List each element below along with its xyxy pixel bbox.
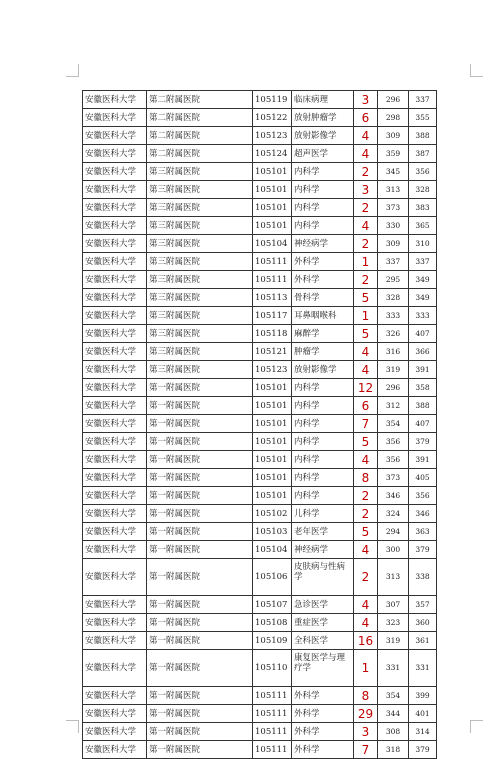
- min-score-cell: 300: [378, 541, 409, 559]
- min-score-cell: 354: [378, 687, 409, 705]
- school-cell: 安徽医科大学: [83, 127, 147, 145]
- max-score-cell: 337: [409, 91, 437, 109]
- max-score-cell: 401: [409, 705, 437, 723]
- page-corner-mark-top-left: [66, 64, 79, 77]
- max-score-cell: 356: [409, 163, 437, 181]
- hospital-cell: 第一附属医院: [147, 723, 253, 741]
- table-row: [83, 199, 437, 217]
- page-corner-mark-top-right: [470, 64, 483, 77]
- program-code-cell: 105101: [253, 199, 292, 217]
- major-cell: 内科学: [292, 433, 354, 451]
- table-row: [83, 271, 437, 289]
- min-score-cell: 373: [378, 469, 409, 487]
- max-score-cell: 310: [409, 235, 437, 253]
- plan-count-cell: 4: [354, 145, 378, 163]
- plan-count-cell: 4: [354, 127, 378, 145]
- table-row: [83, 741, 437, 759]
- major-cell: 神经病学: [292, 235, 354, 253]
- table-row: [83, 433, 437, 451]
- min-score-cell: 333: [378, 307, 409, 325]
- major-cell: 重症医学: [292, 614, 354, 632]
- school-cell: 安徽医科大学: [83, 505, 147, 523]
- max-score-cell: 314: [409, 723, 437, 741]
- school-cell: 安徽医科大学: [83, 469, 147, 487]
- table-row: [83, 505, 437, 523]
- major-cell: 肿瘤学: [292, 343, 354, 361]
- plan-count-cell: 4: [354, 343, 378, 361]
- hospital-cell: 第一附属医院: [147, 523, 253, 541]
- min-score-cell: 345: [378, 163, 409, 181]
- program-code-cell: 105122: [253, 109, 292, 127]
- major-cell: 康复医学与理疗学: [292, 650, 354, 687]
- plan-count-cell: 6: [354, 109, 378, 127]
- program-code-cell: 105104: [253, 235, 292, 253]
- plan-count-cell: 5: [354, 289, 378, 307]
- hospital-cell: 第一附属医院: [147, 505, 253, 523]
- hospital-cell: 第一附属医院: [147, 451, 253, 469]
- program-code-cell: 105101: [253, 217, 292, 235]
- major-cell: 内科学: [292, 487, 354, 505]
- max-score-cell: 379: [409, 433, 437, 451]
- table-row: [83, 723, 437, 741]
- min-score-cell: 296: [378, 91, 409, 109]
- min-score-cell: 295: [378, 271, 409, 289]
- table-row: [83, 235, 437, 253]
- plan-count-cell: 4: [354, 361, 378, 379]
- min-score-cell: 309: [378, 127, 409, 145]
- plan-count-cell: 4: [354, 596, 378, 614]
- school-cell: 安徽医科大学: [83, 415, 147, 433]
- max-score-cell: 388: [409, 127, 437, 145]
- school-cell: 安徽医科大学: [83, 307, 147, 325]
- program-code-cell: 105109: [253, 632, 292, 650]
- plan-count-cell: 6: [354, 397, 378, 415]
- program-code-cell: 105106: [253, 559, 292, 596]
- table-row: [83, 217, 437, 235]
- plan-count-cell: 2: [354, 505, 378, 523]
- program-code-cell: 105124: [253, 145, 292, 163]
- plan-count-cell: 2: [354, 559, 378, 596]
- program-code-cell: 105121: [253, 343, 292, 361]
- hospital-cell: 第一附属医院: [147, 433, 253, 451]
- hospital-cell: 第一附属医院: [147, 415, 253, 433]
- program-code-cell: 105113: [253, 289, 292, 307]
- min-score-cell: 337: [378, 253, 409, 271]
- school-cell: 安徽医科大学: [83, 181, 147, 199]
- major-cell: 内科学: [292, 199, 354, 217]
- min-score-cell: 359: [378, 145, 409, 163]
- min-score-cell: 331: [378, 650, 409, 687]
- table-row: [83, 307, 437, 325]
- max-score-cell: 391: [409, 361, 437, 379]
- plan-count-cell: 3: [354, 723, 378, 741]
- min-score-cell: 298: [378, 109, 409, 127]
- plan-count-cell: 8: [354, 469, 378, 487]
- program-code-cell: 105118: [253, 325, 292, 343]
- hospital-cell: 第三附属医院: [147, 325, 253, 343]
- program-code-cell: 105101: [253, 181, 292, 199]
- major-cell: 外科学: [292, 723, 354, 741]
- program-code-cell: 105117: [253, 307, 292, 325]
- plan-count-cell: 16: [354, 632, 378, 650]
- max-score-cell: 346: [409, 505, 437, 523]
- min-score-cell: 356: [378, 433, 409, 451]
- min-score-cell: 354: [378, 415, 409, 433]
- program-code-cell: 105101: [253, 433, 292, 451]
- hospital-cell: 第三附属医院: [147, 361, 253, 379]
- table-row: [83, 163, 437, 181]
- school-cell: 安徽医科大学: [83, 145, 147, 163]
- school-cell: 安徽医科大学: [83, 523, 147, 541]
- school-cell: 安徽医科大学: [83, 596, 147, 614]
- table-row: [83, 253, 437, 271]
- table-row: [83, 343, 437, 361]
- major-cell: 外科学: [292, 705, 354, 723]
- program-code-cell: 105110: [253, 650, 292, 687]
- major-cell: 麻醉学: [292, 325, 354, 343]
- hospital-cell: 第一附属医院: [147, 596, 253, 614]
- program-code-cell: 105101: [253, 379, 292, 397]
- major-cell: 内科学: [292, 217, 354, 235]
- major-cell: 老年医学: [292, 523, 354, 541]
- table-row: [83, 596, 437, 614]
- plan-count-cell: 2: [354, 487, 378, 505]
- hospital-cell: 第一附属医院: [147, 487, 253, 505]
- table-row: [83, 397, 437, 415]
- hospital-cell: 第一附属医院: [147, 614, 253, 632]
- school-cell: 安徽医科大学: [83, 705, 147, 723]
- min-score-cell: 312: [378, 397, 409, 415]
- max-score-cell: 360: [409, 614, 437, 632]
- table-row: [83, 487, 437, 505]
- min-score-cell: 313: [378, 181, 409, 199]
- school-cell: 安徽医科大学: [83, 361, 147, 379]
- hospital-cell: 第一附属医院: [147, 741, 253, 759]
- major-cell: 内科学: [292, 451, 354, 469]
- min-score-cell: 346: [378, 487, 409, 505]
- hospital-cell: 第一附属医院: [147, 379, 253, 397]
- major-cell: 骨科学: [292, 289, 354, 307]
- table-row: [83, 181, 437, 199]
- hospital-cell: 第三附属医院: [147, 217, 253, 235]
- school-cell: 安徽医科大学: [83, 433, 147, 451]
- table-row: [83, 523, 437, 541]
- hospital-cell: 第一附属医院: [147, 687, 253, 705]
- table-row: [83, 289, 437, 307]
- table-row: [83, 650, 437, 687]
- max-score-cell: 328: [409, 181, 437, 199]
- min-score-cell: 307: [378, 596, 409, 614]
- table-row: [83, 415, 437, 433]
- program-code-cell: 105111: [253, 687, 292, 705]
- hospital-cell: 第一附属医院: [147, 705, 253, 723]
- major-cell: 外科学: [292, 687, 354, 705]
- school-cell: 安徽医科大学: [83, 451, 147, 469]
- plan-count-cell: 12: [354, 379, 378, 397]
- program-code-cell: 105119: [253, 91, 292, 109]
- hospital-cell: 第一附属医院: [147, 632, 253, 650]
- program-code-cell: 105101: [253, 415, 292, 433]
- max-score-cell: 358: [409, 379, 437, 397]
- plan-count-cell: 8: [354, 687, 378, 705]
- min-score-cell: 308: [378, 723, 409, 741]
- plan-count-cell: 4: [354, 614, 378, 632]
- program-code-cell: 105123: [253, 127, 292, 145]
- plan-count-cell: 3: [354, 181, 378, 199]
- program-code-cell: 105101: [253, 469, 292, 487]
- program-code-cell: 105107: [253, 596, 292, 614]
- max-score-cell: 399: [409, 687, 437, 705]
- min-score-cell: 294: [378, 523, 409, 541]
- max-score-cell: 361: [409, 632, 437, 650]
- hospital-cell: 第三附属医院: [147, 307, 253, 325]
- plan-count-cell: 7: [354, 415, 378, 433]
- school-cell: 安徽医科大学: [83, 217, 147, 235]
- school-cell: 安徽医科大学: [83, 109, 147, 127]
- min-score-cell: 296: [378, 379, 409, 397]
- table-row: [83, 705, 437, 723]
- hospital-cell: 第一附属医院: [147, 469, 253, 487]
- admission-table-body: [83, 91, 437, 759]
- school-cell: 安徽医科大学: [83, 271, 147, 289]
- school-cell: 安徽医科大学: [83, 289, 147, 307]
- hospital-cell: 第三附属医院: [147, 271, 253, 289]
- table-row: [83, 325, 437, 343]
- max-score-cell: 357: [409, 596, 437, 614]
- plan-count-cell: 4: [354, 217, 378, 235]
- major-cell: 外科学: [292, 271, 354, 289]
- min-score-cell: 373: [378, 199, 409, 217]
- program-code-cell: 105101: [253, 451, 292, 469]
- hospital-cell: 第一附属医院: [147, 397, 253, 415]
- table-row: [83, 687, 437, 705]
- plan-count-cell: 2: [354, 271, 378, 289]
- program-code-cell: 105111: [253, 741, 292, 759]
- plan-count-cell: 29: [354, 705, 378, 723]
- school-cell: 安徽医科大学: [83, 397, 147, 415]
- major-cell: 放射影像学: [292, 127, 354, 145]
- min-score-cell: 330: [378, 217, 409, 235]
- school-cell: 安徽医科大学: [83, 541, 147, 559]
- hospital-cell: 第三附属医院: [147, 163, 253, 181]
- max-score-cell: 407: [409, 325, 437, 343]
- plan-count-cell: 3: [354, 91, 378, 109]
- max-score-cell: 366: [409, 343, 437, 361]
- program-code-cell: 105101: [253, 163, 292, 181]
- max-score-cell: 355: [409, 109, 437, 127]
- plan-count-cell: 1: [354, 307, 378, 325]
- max-score-cell: 379: [409, 741, 437, 759]
- major-cell: 耳鼻咽喉科: [292, 307, 354, 325]
- max-score-cell: 407: [409, 415, 437, 433]
- max-score-cell: 333: [409, 307, 437, 325]
- admission-table: [82, 90, 437, 759]
- min-score-cell: 344: [378, 705, 409, 723]
- max-score-cell: 379: [409, 541, 437, 559]
- program-code-cell: 105108: [253, 614, 292, 632]
- max-score-cell: 405: [409, 469, 437, 487]
- min-score-cell: 324: [378, 505, 409, 523]
- major-cell: 内科学: [292, 397, 354, 415]
- major-cell: 急诊医学: [292, 596, 354, 614]
- min-score-cell: 316: [378, 343, 409, 361]
- major-cell: 儿科学: [292, 505, 354, 523]
- max-score-cell: 391: [409, 451, 437, 469]
- major-cell: 超声医学: [292, 145, 354, 163]
- school-cell: 安徽医科大学: [83, 559, 147, 596]
- school-cell: 安徽医科大学: [83, 325, 147, 343]
- major-cell: 放射影像学: [292, 361, 354, 379]
- plan-count-cell: 1: [354, 253, 378, 271]
- program-code-cell: 105111: [253, 705, 292, 723]
- hospital-cell: 第一附属医院: [147, 650, 253, 687]
- school-cell: 安徽医科大学: [83, 253, 147, 271]
- table-row: [83, 469, 437, 487]
- school-cell: 安徽医科大学: [83, 614, 147, 632]
- table-row: [83, 614, 437, 632]
- min-score-cell: 319: [378, 632, 409, 650]
- table-row: [83, 541, 437, 559]
- table-row: [83, 379, 437, 397]
- school-cell: 安徽医科大学: [83, 723, 147, 741]
- program-code-cell: 105111: [253, 723, 292, 741]
- plan-count-cell: 2: [354, 235, 378, 253]
- program-code-cell: 105123: [253, 361, 292, 379]
- max-score-cell: 338: [409, 559, 437, 596]
- plan-count-cell: 4: [354, 451, 378, 469]
- min-score-cell: 328: [378, 289, 409, 307]
- hospital-cell: 第二附属医院: [147, 127, 253, 145]
- program-code-cell: 105101: [253, 397, 292, 415]
- plan-count-cell: 5: [354, 433, 378, 451]
- program-code-cell: 105111: [253, 253, 292, 271]
- program-code-cell: 105103: [253, 523, 292, 541]
- major-cell: 内科学: [292, 181, 354, 199]
- hospital-cell: 第三附属医院: [147, 199, 253, 217]
- hospital-cell: 第二附属医院: [147, 91, 253, 109]
- min-score-cell: 309: [378, 235, 409, 253]
- min-score-cell: 319: [378, 361, 409, 379]
- min-score-cell: 313: [378, 559, 409, 596]
- major-cell: 内科学: [292, 415, 354, 433]
- min-score-cell: 323: [378, 614, 409, 632]
- major-cell: 临床病理: [292, 91, 354, 109]
- school-cell: 安徽医科大学: [83, 741, 147, 759]
- school-cell: 安徽医科大学: [83, 199, 147, 217]
- max-score-cell: 356: [409, 487, 437, 505]
- max-score-cell: 365: [409, 217, 437, 235]
- plan-count-cell: 5: [354, 523, 378, 541]
- program-code-cell: 105111: [253, 271, 292, 289]
- table-row: [83, 559, 437, 596]
- school-cell: 安徽医科大学: [83, 163, 147, 181]
- table-row: [83, 127, 437, 145]
- plan-count-cell: 1: [354, 650, 378, 687]
- hospital-cell: 第三附属医院: [147, 253, 253, 271]
- max-score-cell: 387: [409, 145, 437, 163]
- program-code-cell: 105104: [253, 541, 292, 559]
- table-row: [83, 91, 437, 109]
- major-cell: 外科学: [292, 741, 354, 759]
- hospital-cell: 第一附属医院: [147, 559, 253, 596]
- max-score-cell: 388: [409, 397, 437, 415]
- plan-count-cell: 2: [354, 199, 378, 217]
- major-cell: 内科学: [292, 163, 354, 181]
- table-row: [83, 145, 437, 163]
- min-score-cell: 326: [378, 325, 409, 343]
- max-score-cell: 383: [409, 199, 437, 217]
- max-score-cell: 337: [409, 253, 437, 271]
- table-row: [83, 361, 437, 379]
- table-row: [83, 632, 437, 650]
- hospital-cell: 第二附属医院: [147, 145, 253, 163]
- major-cell: 神经病学: [292, 541, 354, 559]
- table-row: [83, 109, 437, 127]
- max-score-cell: 331: [409, 650, 437, 687]
- major-cell: 内科学: [292, 379, 354, 397]
- major-cell: 外科学: [292, 253, 354, 271]
- school-cell: 安徽医科大学: [83, 487, 147, 505]
- hospital-cell: 第三附属医院: [147, 181, 253, 199]
- major-cell: 内科学: [292, 469, 354, 487]
- school-cell: 安徽医科大学: [83, 379, 147, 397]
- school-cell: 安徽医科大学: [83, 343, 147, 361]
- school-cell: 安徽医科大学: [83, 91, 147, 109]
- max-score-cell: 363: [409, 523, 437, 541]
- major-cell: 皮肤病与性病学: [292, 559, 354, 596]
- max-score-cell: 349: [409, 289, 437, 307]
- hospital-cell: 第一附属医院: [147, 541, 253, 559]
- page-corner-mark-bottom-left: [66, 720, 79, 733]
- school-cell: 安徽医科大学: [83, 687, 147, 705]
- min-score-cell: 318: [378, 741, 409, 759]
- plan-count-cell: 4: [354, 541, 378, 559]
- major-cell: 全科医学: [292, 632, 354, 650]
- plan-count-cell: 7: [354, 741, 378, 759]
- hospital-cell: 第二附属医院: [147, 109, 253, 127]
- hospital-cell: 第三附属医院: [147, 235, 253, 253]
- table-row: [83, 451, 437, 469]
- program-code-cell: 105102: [253, 505, 292, 523]
- plan-count-cell: 2: [354, 163, 378, 181]
- min-score-cell: 356: [378, 451, 409, 469]
- major-cell: 放射肿瘤学: [292, 109, 354, 127]
- hospital-cell: 第三附属医院: [147, 343, 253, 361]
- program-code-cell: 105101: [253, 487, 292, 505]
- plan-count-cell: 5: [354, 325, 378, 343]
- hospital-cell: 第三附属医院: [147, 289, 253, 307]
- school-cell: 安徽医科大学: [83, 235, 147, 253]
- max-score-cell: 349: [409, 271, 437, 289]
- page-corner-mark-bottom-right: [470, 720, 483, 733]
- school-cell: 安徽医科大学: [83, 632, 147, 650]
- school-cell: 安徽医科大学: [83, 650, 147, 687]
